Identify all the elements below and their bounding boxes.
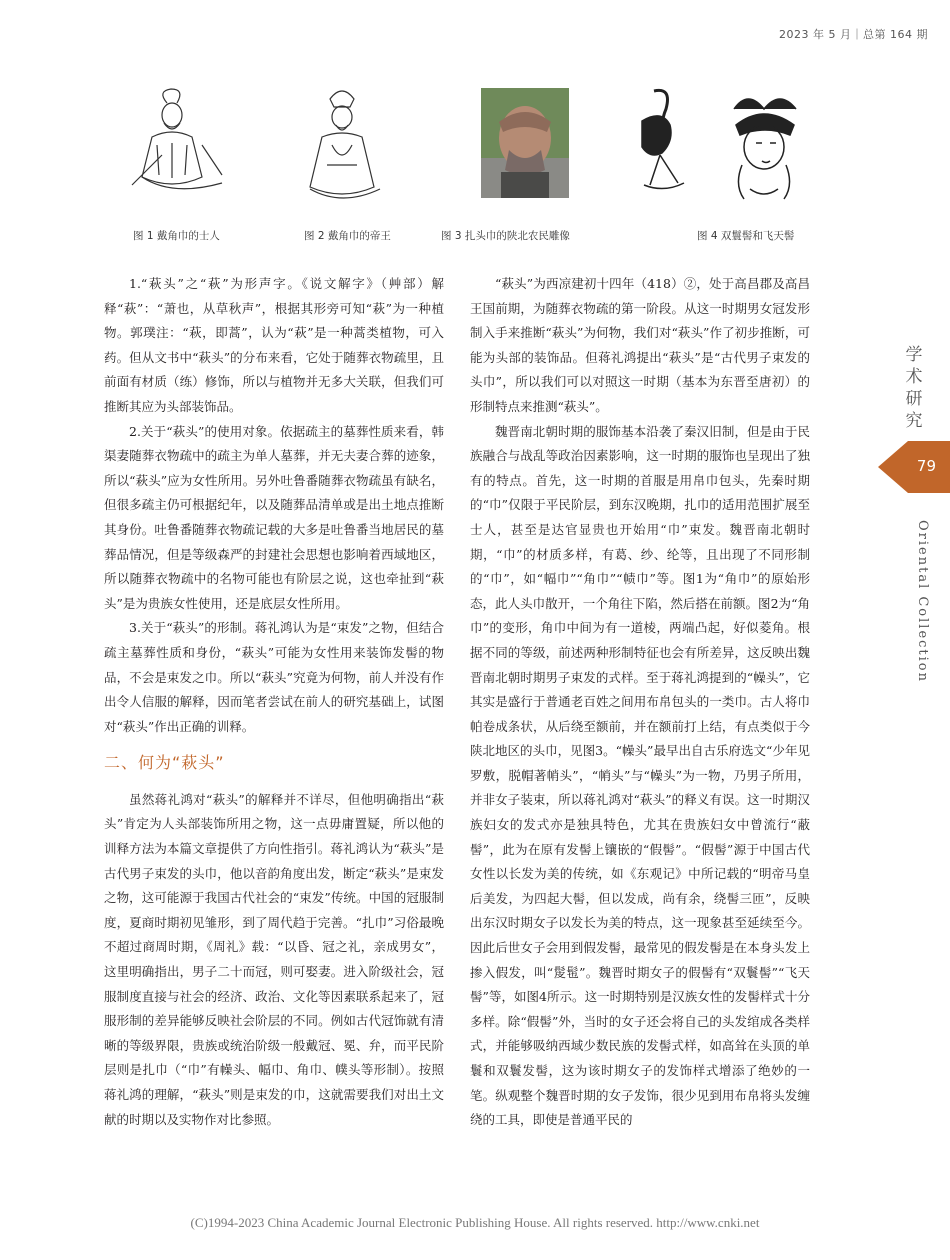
figure-1-image [112,85,230,205]
journal-name: Oriental Collection [915,520,930,684]
scholar-drawing-icon [112,85,230,205]
figure-4-image [624,85,820,203]
figure-4-caption: 图 4 双鬟髻和飞天髻 [697,230,795,242]
hairstyle-drawing-icon [624,85,820,203]
left-paragraph-2: 2.关于“萩头”的使用对象。依据疏主的墓葬性质来看，韩渠妻随葬衣物疏中的疏主为单人墓葬，并无夫妻合葬的迹象，所以“萩头”应为女性所用。另外吐鲁番随葬衣物疏虽有缺名，但很多疏主仍可根据纪年，以及随葬品清单或是出土地点推断其身份。吐鲁番随葬衣物疏记载的大多是吐鲁番当地居民的墓葬品情况，但是等级森严的封建社会思想也影响着西域地区，所以随葬衣物疏中的名物可能也有阶层之说，这也牵扯到“萩头”是为贵族女性使用，还是底层女性所用。 [104,423,444,611]
left-paragraph-4: 虽然蒋礼鸿对“萩头”的解释并不详尽，但他明确指出“萩头”肯定为人头部装饰所用之物，这一点毋庸置疑，所以他的训释方法为本篇文章提供了方向性指引。蒋礼鸿认为“萩头”是古代男子束发的头巾，他以音韵角度出发，断定“萩头”是束发之物，这可能源于我国古代社会的“束发”传统。中国的冠服制度，夏商时期初见雏形，到了周代趋于完善。“扎巾”习俗最晚不超过商周时期，《周礼》载：“以昏、冠之礼，亲成男女”，这里明确指出，男子二十而冠，则可娶妻。进入阶级社会，冠服制度直接与社会的经济、政治、文化等因素联系起来了，冠服形制的差异能够反映社会阶层的不同。例如古代冠饰就有清晰的等级界限，贵族或统治阶级一般戴冠、冕、弁，而平民阶层则是扎巾（“巾”有幧头、幅巾、角巾、幞头等形制）。按照蒋礼鸿的理解，“萩头”则是束发的巾，这就需要我们对出土文献的时期以及实物作对比参照。 [104,791,444,1127]
figure-2-caption: 图 2 戴角巾的帝王 [304,230,391,242]
farmer-statue-photo-icon [481,88,569,198]
page-number: 79 [916,457,936,475]
copyright-footer: (C)1994-2023 China Academic Journal Electronic Publishing House. All rights reserved. http://www.cnki.net [190,1215,760,1230]
left-paragraph-3: 3.关于“萩头”的形制。蒋礼鸿认为是“束发”之物，但结合疏主墓葬性质和身份，“萩头”可能为女性用来装饰发髻的物品，不会是束发之巾。所以“萩头”究竟为何物，前人并没有作出令人信服的解释，因而笔者尝试在前人的研究基础上，试图对“萩头”作出正确的训释。 [104,620,444,734]
page-tab [878,441,950,493]
figure-2-image [292,85,392,207]
right-column [470,272,810,1133]
figure-3-image [481,88,569,198]
left-column [104,272,444,1132]
section-title: 学术研究 [905,345,923,431]
right-paragraph-1: “萩头”为西凉建初十四年（418）②，处于高昌郡及高昌王国前期，为随葬衣物疏的第一阶段。从这一时期男女冠发形制入手来推断“萩头”为何物，我们对“萩头”作了初步推断，可能为头部的装饰品。但蒋礼鸿提出“萩头”是“古代男子束发的头巾”，所以我们可以对照这一时期（基本为东晋至唐初）的形制特点来推测“萩头”。 [470,276,810,414]
section-heading: 二、何为“萩头” [104,753,225,773]
figure-3-caption: 图 3 扎头巾的陕北农民雕像 [441,230,570,242]
figure-1-caption: 图 1 戴角巾的士人 [133,230,220,242]
right-paragraph-2: 魏晋南北朝时期的服饰基本沿袭了秦汉旧制，但是由于民族融合与战乱等政治因素影响，这一时期的服饰也呈现出了独有的特点。首先，这一时期的首服是用帛巾包头，先秦时期的“巾”仅限于平民阶层，到东汉晚期，扎巾的适用范围扩展至士人，甚至是达官显贵也开始用“巾”束发。魏晋南北朝时期，“巾”的材质多样，有葛、纱、纶等，且出现了不同形制的“巾”，如“幅巾”“角巾”“帻巾”等。图1为“角巾”的原始形态，此人头巾散开，一个角往下陷，然后搭在前额。图2为“角巾”的变形，角巾中间为有一道棱，两端凸起，好似菱角。根据不同的等级，前述两种形制特征也会有所差异，这反映出魏晋南北朝时期男子束发的式样。至于蒋礼鸿提到的“幧头”，它其实是盛行于普通老百姓之间用布帛包头的一类巾。古人将巾帕卷成条状，从后绕至额前，并在额前打上结，有点类似于今陕北地区的头巾，见图3。“幧头”最早出自古乐府选文“少年见罗敷，脱帽著帩头”，“帩头”与“幧头”为一物，乃男子所用，并非女子装束，所以蒋礼鸿对“萩头”的释义有误。这一时期汉族妇女的发式亦是独具特色，尤其在贵族妇女中曾流行“蔽髻”，此为在原有发髻上镶嵌的“假髻”。“假髻”源于中国古代女性以长发为美的传统，如《东观记》中所记载的“明帝马皇后美发，为四起大髻，但以发成，尚有余，绕髻三匝”，反映出东汉时期女子以发长为美的特点，这一现象甚至延续至今。因此后世女子会用到假发髻，最常见的假发髻是在本身头发上掺入假发，叫“髲髢”。魏晋时期女子的假髻有“双鬟髻”“飞天髻”等，如图4所示。这一时期特别是汉族女性的发髻样式十分多样。除“假髻”外，当时的女子还会将自己的头发绾成各类样式，并能够吸纳西域少数民族的发髻式样，如高耸在头顶的单鬟和双鬟发髻，这为该时期女子的发饰样式增添了绝妙的一笔。纵观整个魏晋时期的女子发饰，很少见到用布帛将头发缠绕的工具，即使是普通平民的 [470,423,810,1128]
left-paragraph-1: 1.“萩头”之“萩”为形声字。《说文解字》（艸部）解释“萩”：“萧也，从草秋声”，根据其形旁可知“萩”为一种植物。郭璞注：“萩，即蒿”，认为“萩”是一种蒿类植物，可入药。但从文书中“萩头”的分布来看，它处于随葬衣物疏里，且前面有材质（练）修饰，所以与植物并无多大关联，但我们可推断其应为头部装饰品。 [104,276,444,414]
emperor-drawing-icon [292,85,392,207]
issue-header: 2023 年 5 月｜总第 164 期 [779,28,928,41]
